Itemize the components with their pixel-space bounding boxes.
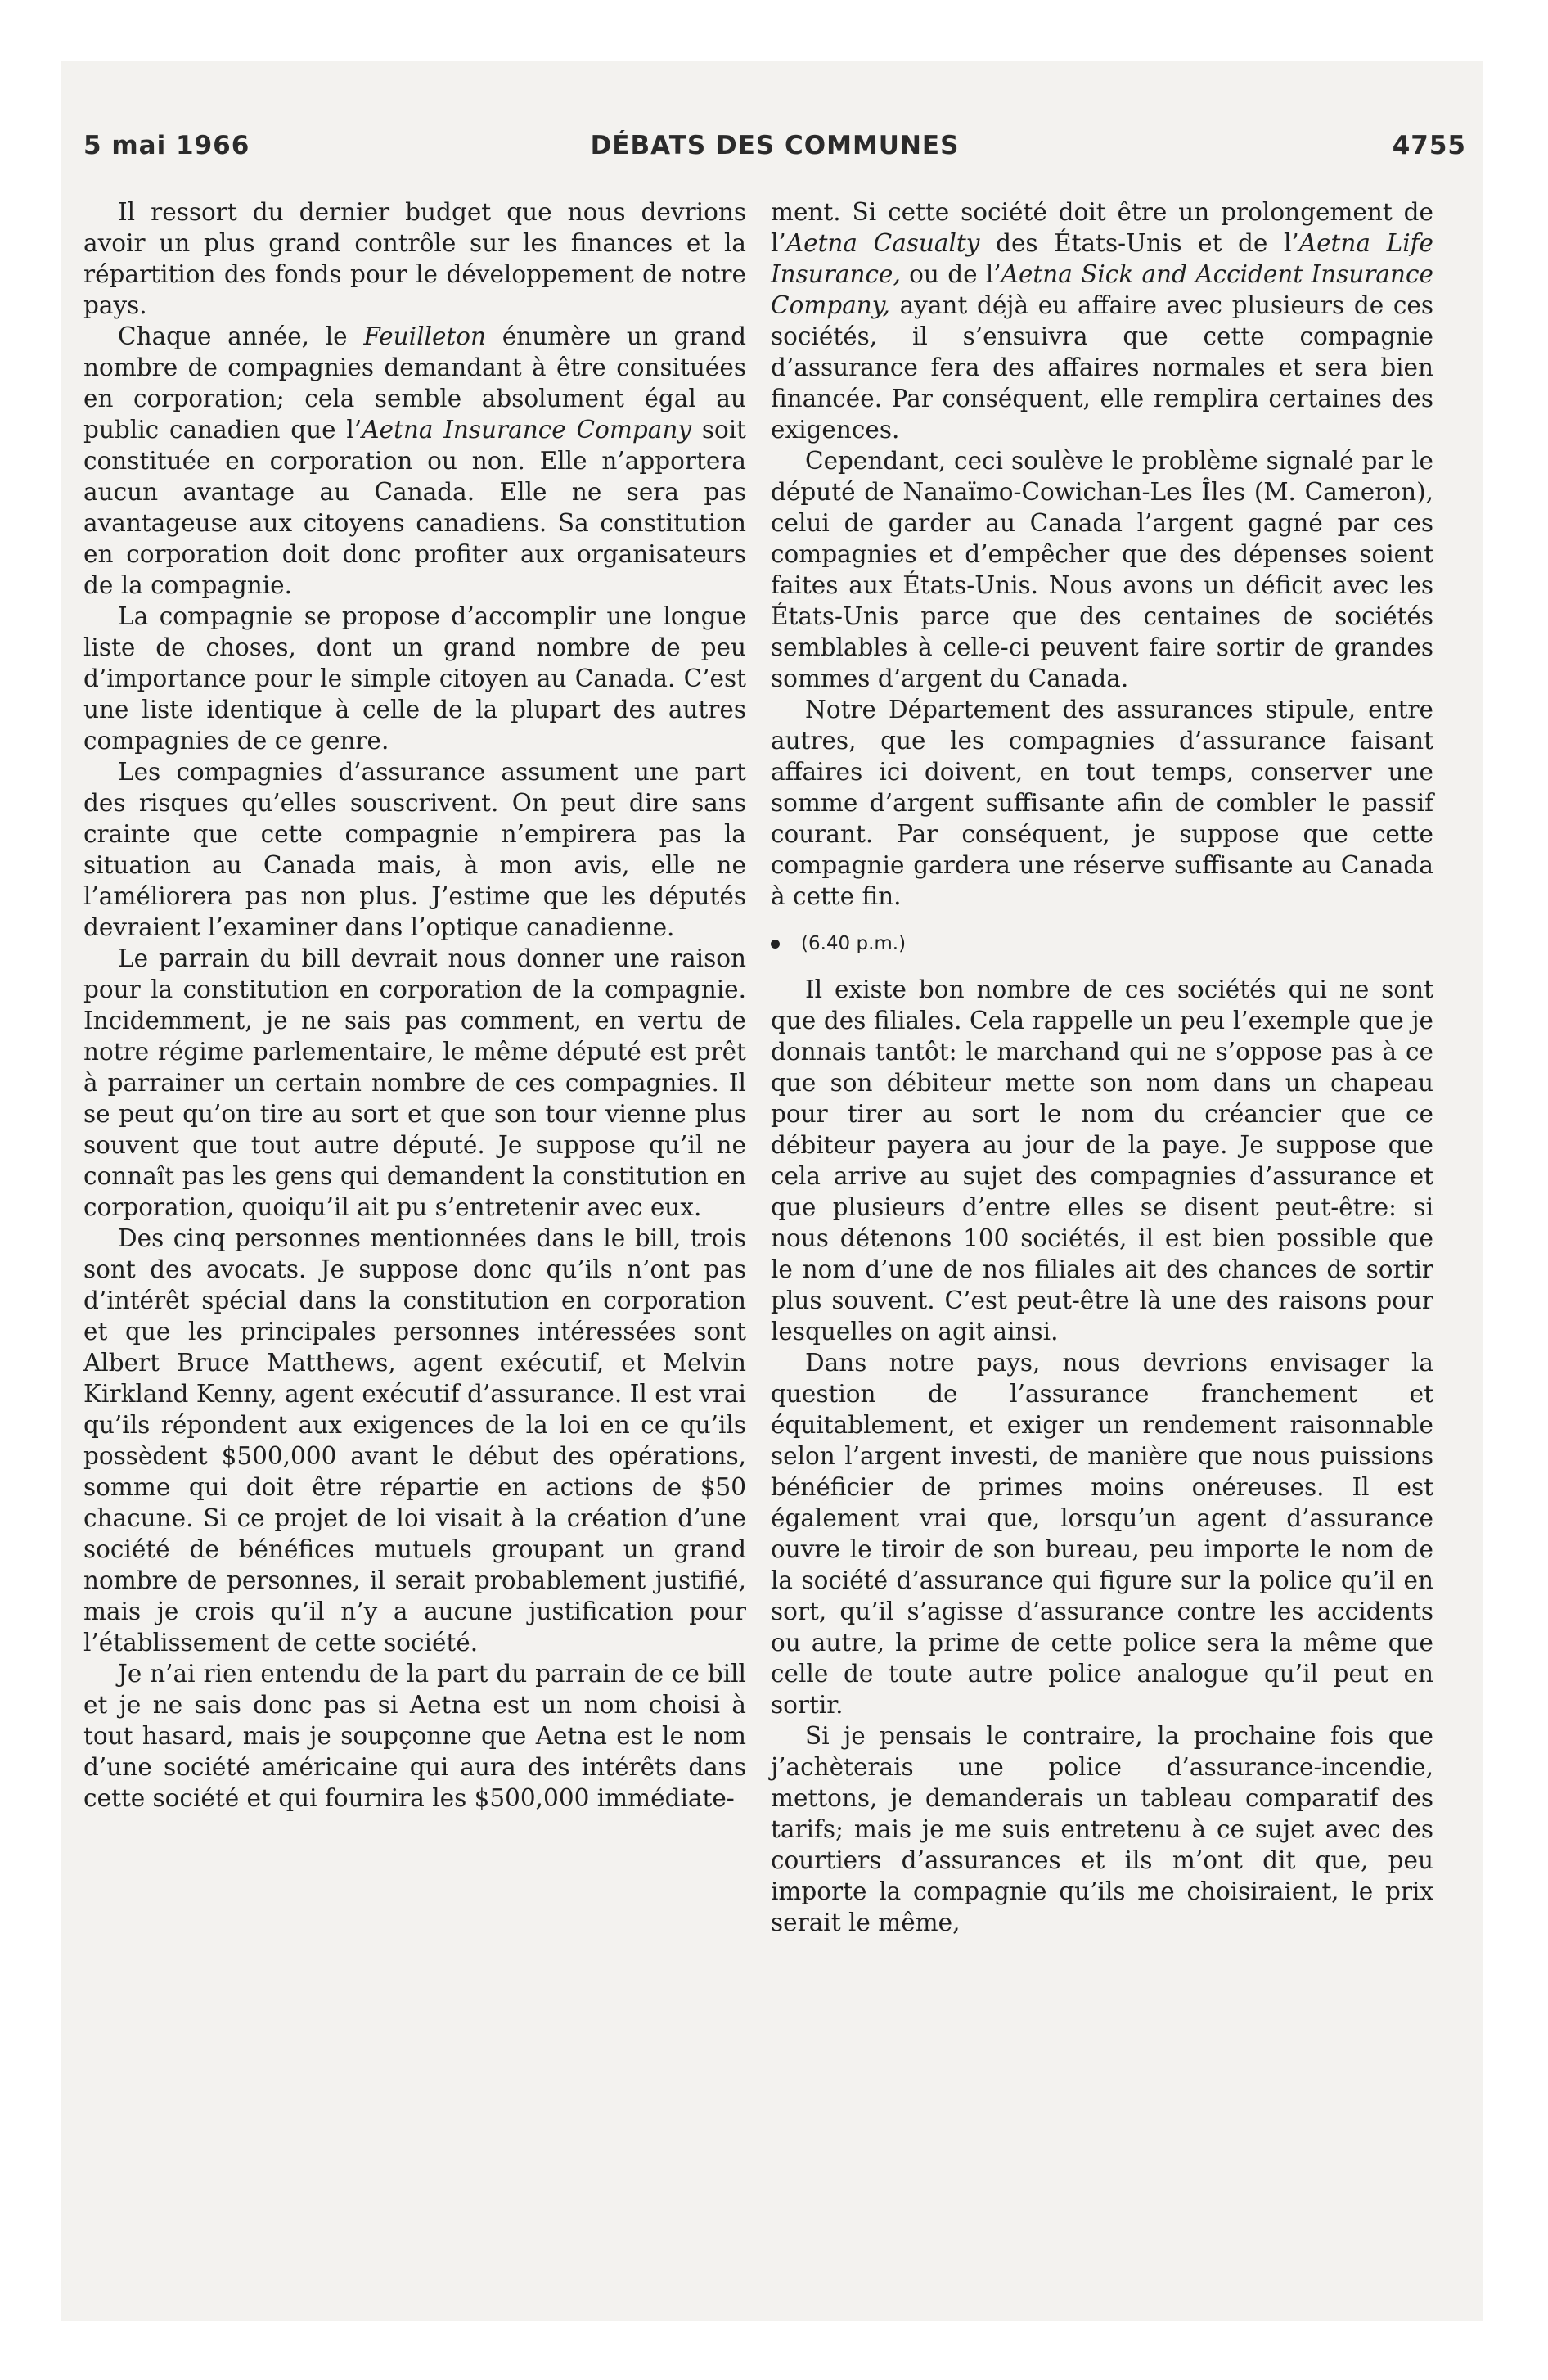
italic-text: Feuilleton <box>363 322 487 350</box>
paragraph <box>771 445 1433 694</box>
page-header <box>83 131 1466 172</box>
text-span: Chaque année, le <box>118 322 364 350</box>
paragraph <box>771 974 1433 1347</box>
left-column <box>83 196 746 1814</box>
text-span: Je n’ai rien entendu de la part du parrain de ce bill et je ne sais donc pas si Aetna est un nom choisi à tout hasard, mais je soupçonne que Aetna est le nom d’une société américaine qui aura des intérêts dans cette société et qui fournira les $500,000 immédiate- <box>83 1660 746 1812</box>
text-span: Les compagnies d’assurance assument une part des risques qu’elles souscrivent. On peut dire sans crainte que cette compagnie n’empirera pas la situation au Canada mais, à mon avis, elle ne l’améliorera pas non plus. J’estime que les députés devraient l’examiner dans l’optique canadienne. <box>83 758 746 941</box>
paragraph <box>83 1658 746 1814</box>
text-span: Il ressort du dernier budget que nous devrions avoir un plus grand contrôle sur les finances et la répartition des fonds pour le développement de notre pays. <box>83 198 746 319</box>
italic-text: Aetna Sick and Accident Insurance Company, <box>771 260 1433 319</box>
text-span: Cependant, ceci soulève le problème signalé par le député de Nanaïmo-Cowichan-Les Îles (M. Cameron), celui de garder au Canada l’argent gagné par ces compagnies et d’empêcher que des dépenses soient faites aux États-Unis. Nous avons un déficit avec les États-Unis parce que des centaines de sociétés semblables à celle-ci peuvent faire sortir de grandes sommes d’argent du Canada. <box>771 447 1433 692</box>
italic-text: Aetna Casualty <box>785 229 980 257</box>
text-span: Le parrain du bill devrait nous donner une raison pour la constitution en corporation de la compagnie. Incidemment, je ne sais pas comment, en vertu de notre régime parlementaire, le même député est prêt à parrainer un certain nombre de ces compagnies. Il se peut qu’on tire au sort et que son tour vienne plus souvent que tout autre député. Je suppose qu’il ne connaît pas les gens qui demandent la constitution en corporation, quoiqu’il ait pu s’entretenir avec eux. <box>83 944 746 1221</box>
header-title: DÉBATS DES COMMUNES <box>590 131 960 160</box>
text-span: ou de l’ <box>900 260 1001 288</box>
right-column <box>771 196 1433 1938</box>
page-number: 4755 <box>1392 131 1466 160</box>
header-date: 5 mai 1966 <box>83 131 250 160</box>
paragraph <box>83 756 746 943</box>
text-span: Si je pensais le contraire, la prochaine fois que j’achèterais une police d’assurance-incendie, mettons, je demanderais un tableau comparatif des tarifs; mais je me suis entretenu à ce sujet avec des courtiers d’assurances et ils m’ont dit que, peu importe la compagnie qu’ils me choisiraient, le prix serait le même, <box>771 1722 1433 1936</box>
text-span: Des cinq personnes mentionnées dans le bill, trois sont des avocats. Je suppose donc qu’ils n’ont pas d’intérêt spécial dans la constitution en corporation et que les principales personnes intéressées sont Albert Bruce Matthews, agent exécutif, et Melvin Kirkland Kenny, agent exécutif d’assurance. Il est vrai qu’ils répondent aux exigences de la loi en ce qu’ils possèdent $500,000 avant le début des opérations, somme qui doit être répartie en actions de $50 chacune. Si ce projet de loi visait à la création d’une société de bénéfices mutuels groupant un grand nombre de personnes, il serait probablement justifié, mais je crois qu’il n’y a aucune justification pour l’établissement de cette société. <box>83 1224 746 1657</box>
text-span: Dans notre pays, nous devrions envisager la question de l’assurance franchement et équitablement, et exiger un rendement raisonnable selon l’argent investi, de manière que nous puissions bénéficier de primes moins onéreuses. Il est également vrai que, lorsqu’un agent d’assurance ouvre le tiroir de son bureau, peu importe le nom de la société d’assurance qui figure sur la police qu’il en sort, qu’il s’agisse d’assurance contre les accidents ou autre, la prime de cette police sera la même que celle de toute autre police analogue qu’il peut en sortir. <box>771 1349 1433 1719</box>
paragraph <box>83 601 746 756</box>
paragraph <box>771 1720 1433 1938</box>
text-span: énumère un grand nombre de compagnies demandant à être consituées en corporation; cela semble absolument égal au public canadien que l’ <box>83 322 746 444</box>
text-span: des États-Unis et de l’ <box>979 229 1299 257</box>
text-span: ayant déjà eu affaire avec plusieurs de ces sociétés, il s’ensuivra que cette compagnie d’assurance fera des affaires normales et sera bien financée. Par conséquent, elle remplira certaines des exigences. <box>771 291 1433 444</box>
paragraph <box>83 1223 746 1658</box>
bullet-icon <box>771 940 780 949</box>
text-span: Il existe bon nombre de ces sociétés qui ne sont que des filiales. Cela rappelle un peu l’exemple que je donnais tantôt: le marchand qui ne s’oppose pas à ce que son débiteur mette son nom dans un chapeau pour tirer au sort le nom du créancier que ce débiteur payera au jour de la paye. Je suppose que cela arrive au sujet des compagnies d’assurance et que plusieurs d’entre elles se disent peut-être: si nous détenons 100 sociétés, il est bien possible que le nom d’une de nos filiales ait des chances de sortir plus souvent. C’est peut-être là une des raisons pour lesquelles on agit ainsi. <box>771 976 1433 1346</box>
paragraph <box>771 694 1433 912</box>
paragraph <box>83 943 746 1223</box>
text-span: ment. Si cette société doit être un prolongement de l’ <box>771 198 1433 257</box>
paragraph <box>83 321 746 601</box>
text-span: soit constituée en corporation ou non. Elle n’apportera aucun avantage au Canada. Elle ne sera pas avantageuse aux citoyens canadiens. Sa constitution en corporation doit donc profiter aux organisateurs de la compagnie. <box>83 416 747 599</box>
time-stamp <box>771 928 1433 959</box>
paragraph <box>83 196 746 321</box>
text-span: Notre Département des assurances stipule, entre autres, que les compagnies d’assurance faisant affaires ici doivent, en tout temps, conserver une somme d’argent suffisante afin de combler le passif courant. Par conséquent, je suppose que cette compagnie gardera une réserve suffisante au Canada à cette fin. <box>771 696 1433 910</box>
text-span: (6.40 p.m.) <box>801 933 907 954</box>
italic-text: Aetna Life Insurance, <box>771 229 1434 288</box>
paragraph <box>771 196 1433 445</box>
text-span: La compagnie se propose d’accomplir une longue liste de choses, dont un grand nombre de peu d’importance pour le simple citoyen au Canada. C’est une liste identique à celle de la plupart des autres compagnies de ce genre. <box>83 602 746 755</box>
italic-text: Aetna Insurance Company <box>362 416 691 444</box>
paragraph <box>771 1347 1433 1720</box>
